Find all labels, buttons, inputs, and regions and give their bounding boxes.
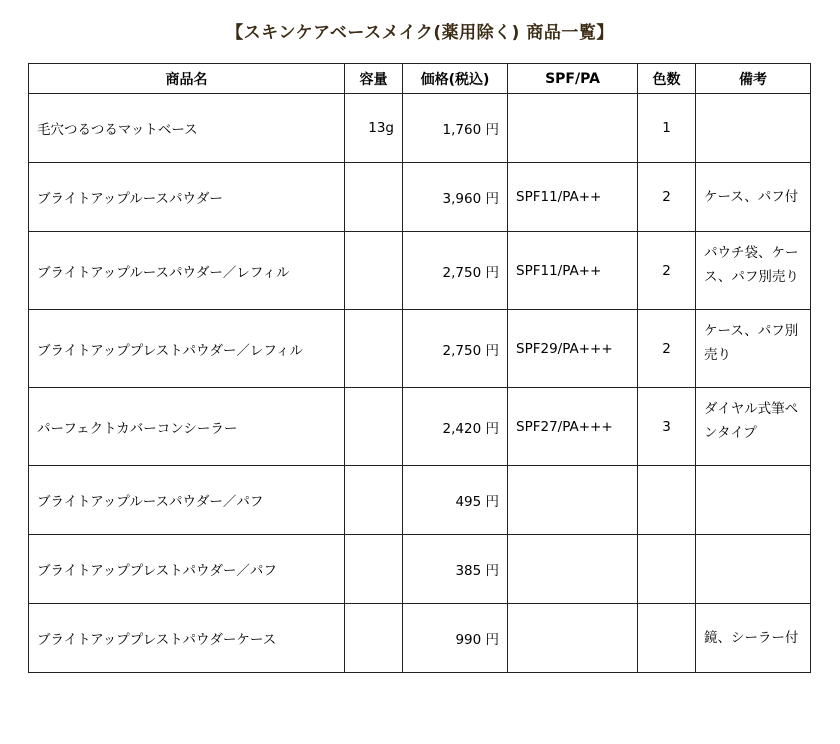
table-row xyxy=(29,310,811,388)
product-name-cell: ブライトアップルースパウダー／レフィル xyxy=(29,232,345,310)
price-cell: 2,750 円 xyxy=(403,310,508,388)
volume-cell xyxy=(345,604,403,673)
colors-cell: 2 xyxy=(638,232,696,310)
header-volume: 容量 xyxy=(345,64,403,94)
colors-cell: 3 xyxy=(638,388,696,466)
table-row xyxy=(29,163,811,232)
header-price: 価格(税込) xyxy=(403,64,508,94)
product-name-cell: パーフェクトカバーコンシーラー xyxy=(29,388,345,466)
product-name-cell: ブライトアップルースパウダー／パフ xyxy=(29,466,345,535)
header-spf-pa: SPF/PA xyxy=(508,64,638,94)
notes-cell: 鏡、シーラー付 xyxy=(696,604,811,673)
notes-cell: ケース、パフ別売り xyxy=(696,310,811,388)
volume-cell: 13g xyxy=(345,94,403,163)
table-header-row xyxy=(29,64,811,94)
table-row xyxy=(29,388,811,466)
price-cell: 2,420 円 xyxy=(403,388,508,466)
volume-cell xyxy=(345,535,403,604)
table-row xyxy=(29,232,811,310)
header-colors: 色数 xyxy=(638,64,696,94)
product-table xyxy=(28,63,811,673)
colors-cell xyxy=(638,535,696,604)
volume-cell xyxy=(345,310,403,388)
spf-pa-cell: SPF11/PA++ xyxy=(508,232,638,310)
price-cell: 990 円 xyxy=(403,604,508,673)
spf-pa-cell xyxy=(508,535,638,604)
colors-cell: 2 xyxy=(638,163,696,232)
notes-cell: パウチ袋、ケース、パフ別売り xyxy=(696,232,811,310)
volume-cell xyxy=(345,466,403,535)
price-cell: 3,960 円 xyxy=(403,163,508,232)
notes-cell: ケース、パフ付 xyxy=(696,163,811,232)
product-name-cell: ブライトアップルースパウダー xyxy=(29,163,345,232)
product-name-cell: ブライトアッププレストパウダー／レフィル xyxy=(29,310,345,388)
product-name-cell: 毛穴つるつるマットベース xyxy=(29,94,345,163)
notes-cell xyxy=(696,94,811,163)
spf-pa-cell: SPF29/PA+++ xyxy=(508,310,638,388)
spf-pa-cell xyxy=(508,604,638,673)
table-row xyxy=(29,466,811,535)
colors-cell: 1 xyxy=(638,94,696,163)
volume-cell xyxy=(345,163,403,232)
header-product-name: 商品名 xyxy=(29,64,345,94)
colors-cell xyxy=(638,466,696,535)
price-cell: 2,750 円 xyxy=(403,232,508,310)
table-row xyxy=(29,94,811,163)
price-cell: 385 円 xyxy=(403,535,508,604)
price-cell: 1,760 円 xyxy=(403,94,508,163)
table-row xyxy=(29,604,811,673)
notes-cell: ダイヤル式筆ペンタイプ xyxy=(696,388,811,466)
spf-pa-cell xyxy=(508,94,638,163)
volume-cell xyxy=(345,388,403,466)
price-cell: 495 円 xyxy=(403,466,508,535)
header-notes: 備考 xyxy=(696,64,811,94)
notes-cell xyxy=(696,535,811,604)
spf-pa-cell: SPF11/PA++ xyxy=(508,163,638,232)
page-title: 【スキンケアベースメイク(薬用除く) 商品一覧】 xyxy=(226,23,614,43)
spf-pa-cell xyxy=(508,466,638,535)
product-name-cell: ブライトアッププレストパウダーケース xyxy=(29,604,345,673)
table-row xyxy=(29,535,811,604)
colors-cell: 2 xyxy=(638,310,696,388)
colors-cell xyxy=(638,604,696,673)
spf-pa-cell: SPF27/PA+++ xyxy=(508,388,638,466)
product-name-cell: ブライトアッププレストパウダー／パフ xyxy=(29,535,345,604)
notes-cell xyxy=(696,466,811,535)
volume-cell xyxy=(345,232,403,310)
